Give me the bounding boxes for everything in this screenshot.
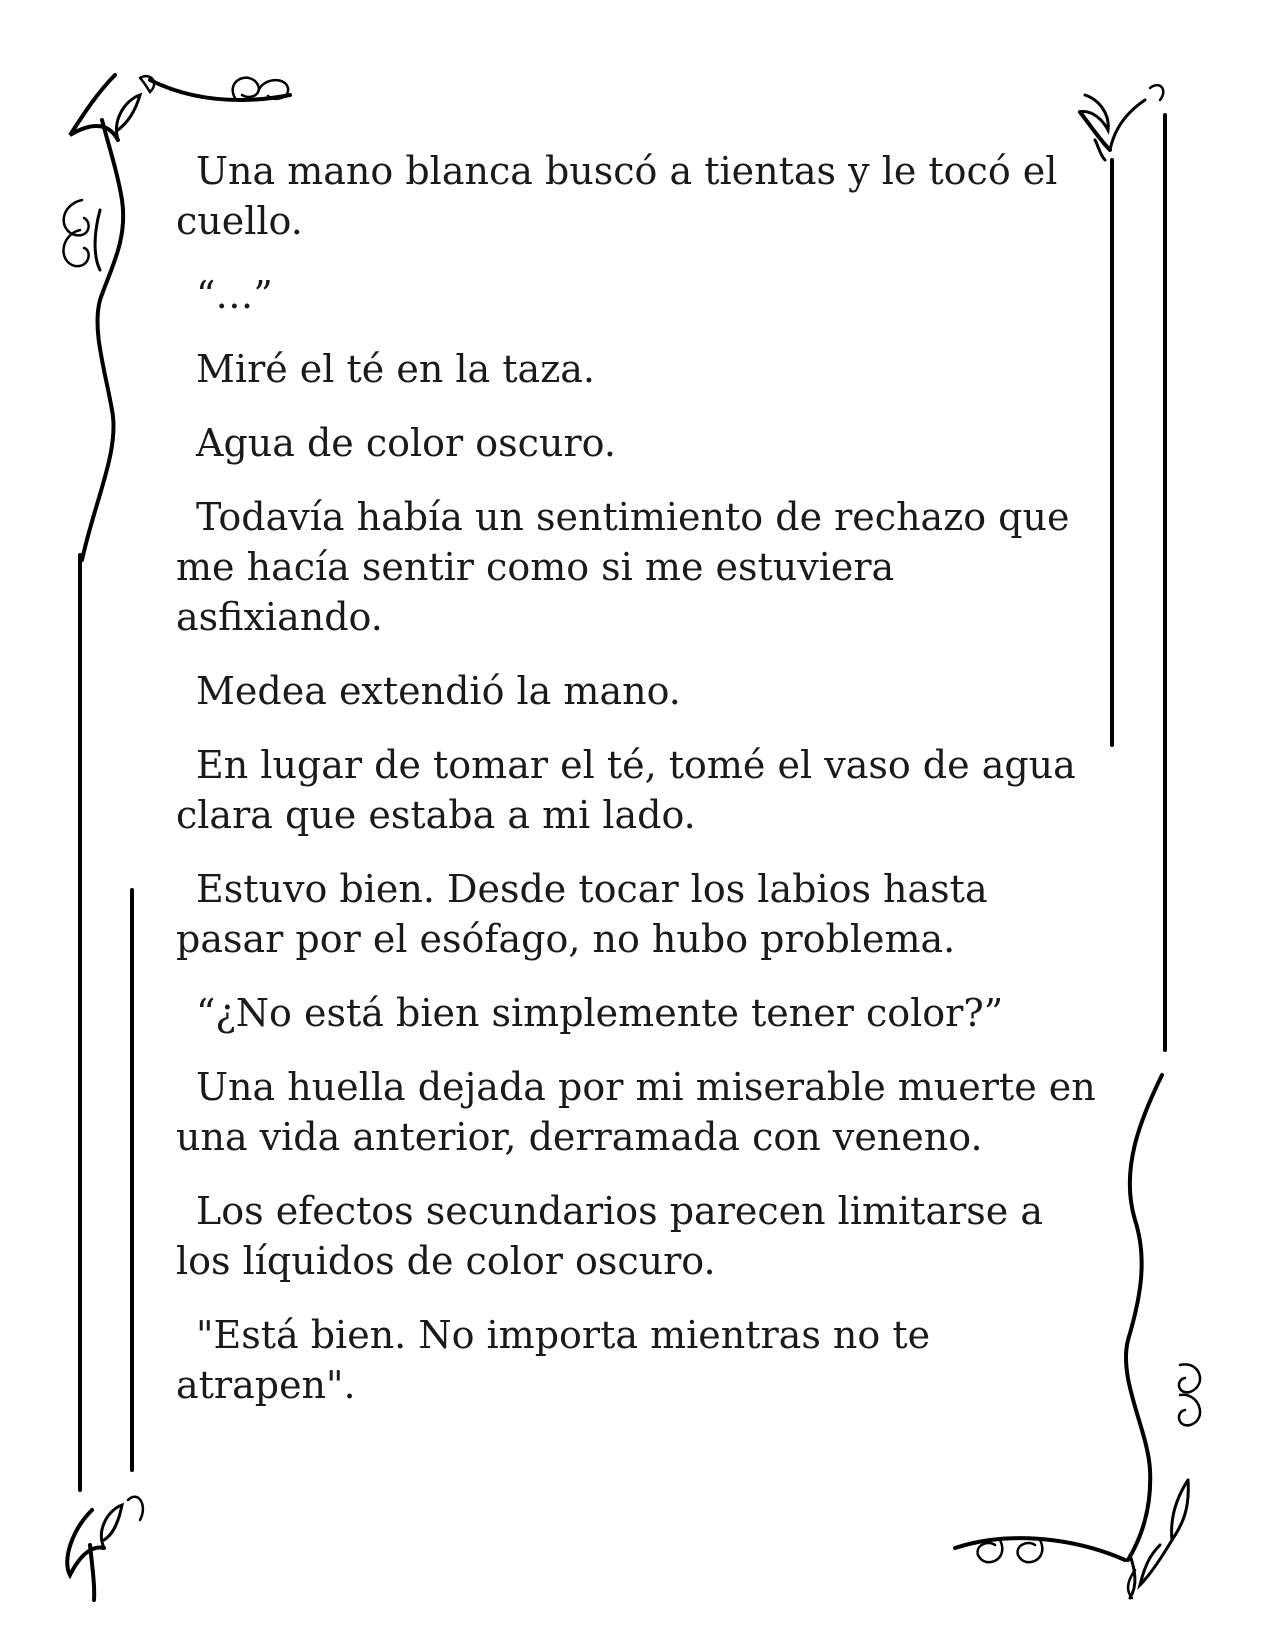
paragraph: "Está bien. No importa mientras no te atrapen". (176, 1313, 931, 1407)
paragraph: Agua de color oscuro. (196, 421, 616, 465)
paragraph: Miré el té en la taza. (196, 347, 595, 391)
paragraph: Estuvo bien. Desde tocar los labios hasta pasar por el esófago, no hubo problema. (176, 867, 988, 961)
paragraph: Una huella dejada por mi miserable muerte en una vida anterior, derramada con veneno. (176, 1065, 1096, 1159)
paragraph: Todavía había un sentimiento de rechazo que me hacía sentir como si me estuviera asfixiando. (176, 495, 1070, 639)
paragraph: Una mano blanca buscó a tientas y le tocó el cuello. (176, 149, 1058, 243)
story-text (176, 146, 1106, 1434)
bottom-left-flourish-icon (67, 1497, 143, 1600)
paragraph: Los efectos secundarios parecen limitarse a los líquidos de color oscuro. (176, 1189, 1043, 1283)
paragraph: “¿No está bien simplemente tener color?” (196, 991, 1004, 1035)
paragraph: Medea extendió la mano. (196, 669, 681, 713)
paragraph: “…” (196, 273, 273, 317)
paragraph: En lugar de tomar el té, tomé el vaso de agua clara que estaba a mi lado. (176, 743, 1076, 837)
